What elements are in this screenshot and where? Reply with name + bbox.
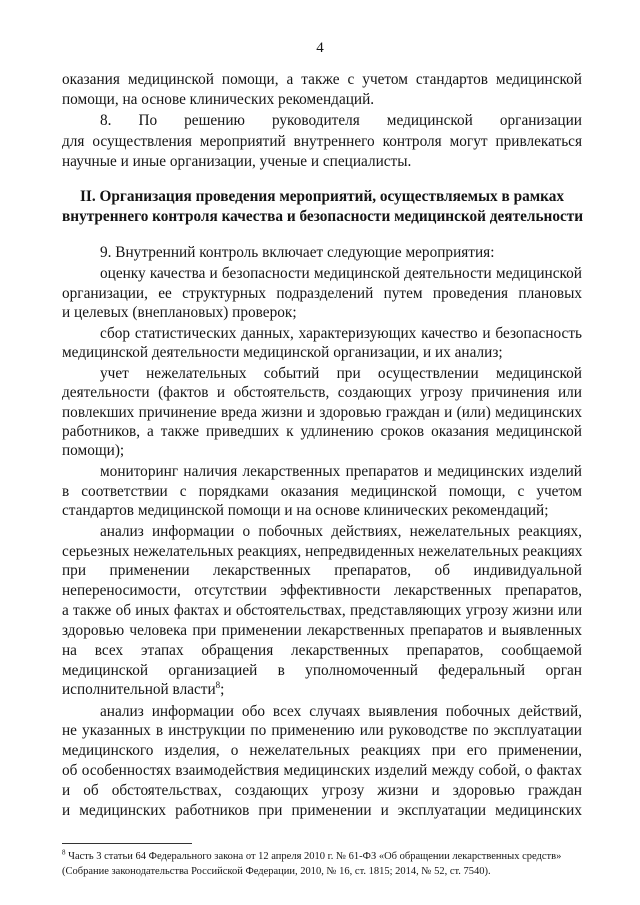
footnote-line <box>62 850 582 864</box>
text-span: исполнительной власти <box>62 681 216 698</box>
text-line: 9. Внутренний контроль включает следующие мероприятия: <box>100 244 495 261</box>
text-line: оказания медицинской помощи, а также с учетом стандартов медицинской <box>62 71 582 88</box>
section-heading-line: внутреннего контроля качества и безопасности медицинской деятельности <box>62 208 584 225</box>
footnote-divider <box>62 843 192 844</box>
text-line: и медицинских работников при применении и эксплуатации медицинских <box>62 802 582 819</box>
text-line: сбор статистических данных, характеризующих качество и безопасность <box>100 325 582 342</box>
text-line: повлекших причинение вреда жизни и здоровью граждан и (или) медицинских <box>62 404 582 421</box>
text-line: и целевых (внеплановых) проверок; <box>62 304 297 321</box>
text-line: оценку качества и безопасности медицинской деятельности медицинской <box>100 265 582 282</box>
section-heading-line: II. Организация проведения мероприятий, осуществляемых в рамках <box>79 188 565 205</box>
text-line: анализ информации обо всех случаях выявления побочных действий, <box>100 703 582 720</box>
text-line: в соответствии с порядками оказания медицинской помощи, с учетом <box>62 483 582 500</box>
text-line: стандартов медицинской помощи и на основе клинических рекомендаций; <box>62 502 549 519</box>
footnote-line: (Собрание законодательства Российской Федерации, 2010, № 16, ст. 1815; 2014, № 52, ст. 7540). <box>62 866 491 877</box>
text-line: анализ информации о побочных действиях, нежелательных реакциях, <box>100 523 582 540</box>
text-line: помощи, на основе клинических рекомендаций. <box>62 91 375 108</box>
text-line: непереносимости, отсутствии эффективности лекарственных препаратов, <box>62 582 582 599</box>
text-line: для осуществления мероприятий внутреннего контроля могут привлекаться <box>62 133 582 150</box>
text-line: серьезных нежелательных реакциях, непредвиденных нежелательных реакциях <box>62 543 583 560</box>
text-line: об особенностях взаимодействия медицинских изделий между собой, о фактах <box>62 762 582 779</box>
text-line: здоровью человека при применении лекарственных препаратов и выявленных <box>62 622 582 639</box>
footnote-text: Часть 3 статьи 64 Федерального закона от 12 апреля 2010 г. № 61-ФЗ «Об обращении лекарственных средств» <box>65 851 562 862</box>
text-line: не указанных в инструкции по применению или руководстве по эксплуатации <box>62 722 582 739</box>
text-line <box>62 680 582 699</box>
text-line: а также об иных фактах и обстоятельствах, представляющих угрозу жизни или <box>62 602 582 619</box>
text-line: и об обстоятельствах, создающих угрозу жизни и здоровью граждан <box>62 782 582 799</box>
text-line: организации, ее структурных подразделений путем проведения плановых <box>62 285 582 302</box>
text-line: медицинского изделия, о нежелательных реакциях при его применении, <box>62 742 582 759</box>
text-line: 8. По решению руководителя медицинской организации <box>100 112 582 129</box>
text-line: медицинской деятельности медицинской организации, и их анализ; <box>62 344 503 361</box>
text-line: медицинской организацией в уполномоченный федеральный орган <box>62 662 582 679</box>
text-line: при применении лекарственных препаратов, об индивидуальной <box>62 562 582 579</box>
page-number: 4 <box>316 40 324 56</box>
text-span: ; <box>220 681 225 698</box>
text-line: мониторинг наличия лекарственных препаратов и медицинских изделий <box>100 463 582 480</box>
text-line: деятельности (фактов и обстоятельств, создающих угрозу причинения или <box>62 384 582 401</box>
text-line: научные и иные организации, ученые и специалисты. <box>62 153 412 170</box>
text-line: учет нежелательных событий при осуществлении медицинской <box>100 365 582 382</box>
text-line: работников, а также приведших к удлинению сроков оказания медицинской <box>62 423 582 440</box>
text-line: помощи); <box>62 442 125 459</box>
footnote-mark: 8 <box>62 848 66 857</box>
text-line: на всех этапах обращения лекарственных препаратов, сообщаемой <box>62 642 582 659</box>
footnote-ref: 8 <box>215 679 221 690</box>
